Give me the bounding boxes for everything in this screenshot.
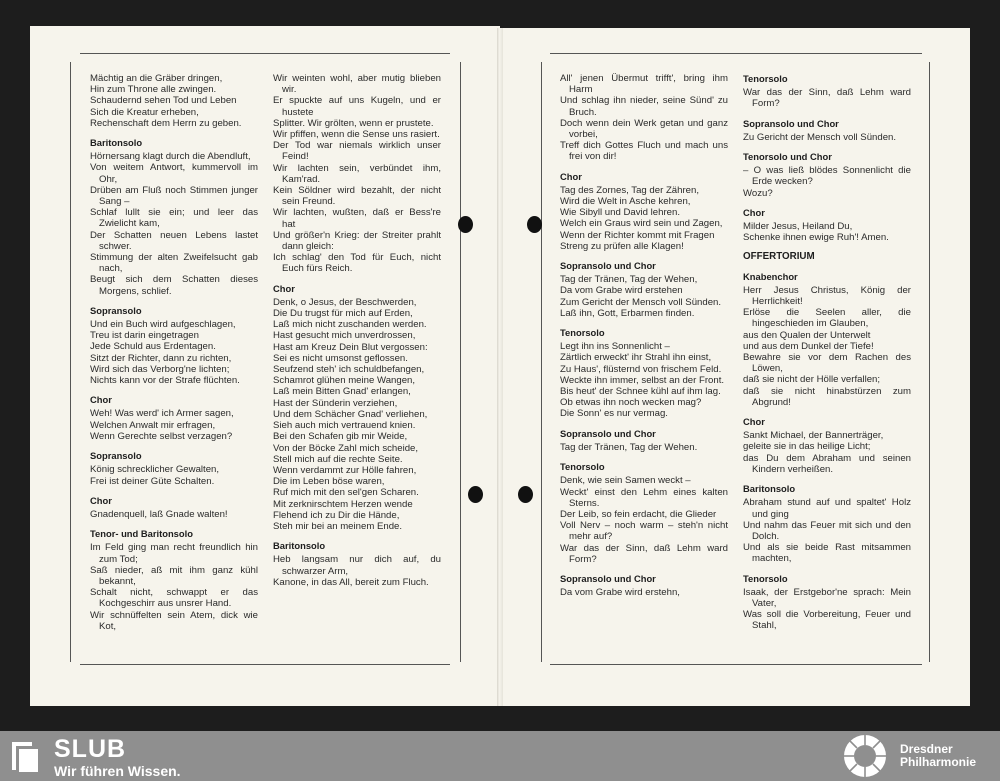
verse-line: Bis heut' der Schnee kühl auf ihm lag. xyxy=(560,386,721,398)
section-heading: Sopransolo und Chor xyxy=(743,117,839,129)
verse-line: Nichts kann vor der Strafe flüchten. xyxy=(90,375,240,387)
verse-line: Steh mir bei an meinem Ende. xyxy=(273,520,403,532)
text-section xyxy=(743,416,911,475)
right-top-rule xyxy=(550,53,922,54)
right-bottom-rule xyxy=(550,664,922,665)
left-outer-rule xyxy=(70,62,71,662)
verse-line: Wird die Welt in Asche kehren, xyxy=(560,196,691,208)
verse-line: Heb langsam nur dich auf, du schwarzer Arm, xyxy=(273,554,441,577)
text-section xyxy=(743,483,911,564)
verse-line: Bei den Schafen gib mir Weide, xyxy=(273,431,408,443)
verse-line: Sich die Kreatur erheben, xyxy=(90,106,199,118)
text-section xyxy=(90,528,258,632)
text-column-4 xyxy=(743,73,911,640)
verse-line: Sankt Michael, der Bannerträger, xyxy=(743,430,884,442)
section-heading: Knabenchor xyxy=(743,270,798,282)
verse-line: Kein Söldner wird bezahlt, der nicht sein Freund. xyxy=(273,185,441,208)
verse-line: Wird sich das Verborg'ne lichten; xyxy=(90,363,230,375)
verse-line: Wenn Gerechte selbst verzagen? xyxy=(90,430,233,442)
text-section xyxy=(743,118,911,143)
verse-line: Und dem Schächer Gnad' verliehen, xyxy=(273,408,428,420)
section-heading: Sopransolo xyxy=(90,304,142,316)
verse-line: Splitter. Wir grölten, wenn er prustete. xyxy=(273,117,434,129)
verse-line: Hast gesucht mich unverdrossen, xyxy=(273,330,416,342)
text-section xyxy=(90,305,258,386)
verse-line: Laß ihn, Gott, Erbarmen finden. xyxy=(560,307,695,319)
verse-line: Saß nieder, aß mit ihm ganz kühl bekannt, xyxy=(90,564,258,587)
section-heading: Sopransolo und Chor xyxy=(560,427,656,439)
text-section xyxy=(273,283,441,532)
right-inner-rule xyxy=(541,62,542,662)
text-section xyxy=(560,73,728,163)
text-section xyxy=(743,573,911,632)
section-heading: Baritonsolo xyxy=(273,540,326,552)
verse-line: Ob etwas ihn noch wecken mag? xyxy=(560,397,702,409)
verse-line: Da vom Grabe wird erstehen xyxy=(560,285,683,297)
section-heading: OFFERTORIUM xyxy=(743,251,815,263)
text-section xyxy=(90,394,258,442)
verse-line: All' jenen Übermut trifft', bring ihm Harm xyxy=(560,73,728,96)
section-heading: Sopransolo und Chor xyxy=(560,572,656,584)
verse-line: Hast der Sünderin verziehen, xyxy=(273,397,398,409)
verse-line: Denk, wie sein Samen weckt – xyxy=(560,475,691,487)
verse-line: Wozu? xyxy=(743,187,773,199)
verse-line: aus den Qualen der Unterwelt xyxy=(743,329,871,341)
section-heading: Baritonsolo xyxy=(743,483,796,495)
verse-line: Milder Jesus, Heiland Du, xyxy=(743,221,853,233)
verse-line: Tag des Zornes, Tag der Zähren, xyxy=(560,184,700,196)
section-heading: Baritonsolo xyxy=(90,137,143,149)
verse-line: Welchen Anwalt mir erfragen, xyxy=(90,419,216,431)
punch-hole xyxy=(458,216,473,233)
verse-line: Rechenschaft dem Herrn zu geben. xyxy=(90,117,242,129)
verse-line: Drüben am Fluß noch Stimmen junger Sang – xyxy=(90,184,258,208)
section-heading: Tenor- und Baritonsolo xyxy=(90,528,193,540)
verse-line: Schaudernd sehen Tod und Leben xyxy=(90,95,237,107)
text-section xyxy=(560,171,728,252)
section-heading: Tenorsolo xyxy=(743,572,788,584)
right-outer-rule xyxy=(929,62,930,662)
text-section xyxy=(90,137,258,297)
verse-line: Legt ihn ins Sonnenlicht – xyxy=(560,341,670,353)
section-heading: Tenorsolo xyxy=(560,461,605,473)
punch-hole xyxy=(468,486,483,503)
verse-line: Sei es nicht umsonst geflossen. xyxy=(273,352,408,364)
text-section xyxy=(743,151,911,199)
section-heading: Tenorsolo und Chor xyxy=(743,151,832,163)
section-heading: Chor xyxy=(560,170,582,182)
text-section xyxy=(560,573,728,598)
verse-line: – O was ließ blödes Sonnenlicht die Erde wecken? xyxy=(743,165,911,188)
text-section xyxy=(743,207,911,244)
verse-line: daß sie nicht der Hölle verfallen; xyxy=(743,374,881,386)
verse-line: Laß mich nicht zuschanden werden. xyxy=(273,319,427,331)
verse-line: Von weitem Antwort, kummervoll im Ohr, xyxy=(90,162,258,185)
text-column-3 xyxy=(560,73,728,606)
left-bottom-rule xyxy=(80,664,450,665)
verse-line: Wenn verdammt zur Hölle fahren, xyxy=(273,464,417,476)
verse-line: geleite sie in das heilige Licht; xyxy=(743,441,871,453)
partner-line-1: Dresdner xyxy=(900,742,953,756)
verse-line: Jede Schuld aus Erdentagen. xyxy=(90,341,216,353)
verse-line: Er spuckte auf uns Kugeln, und er hustete xyxy=(273,95,441,118)
punch-hole xyxy=(518,486,533,503)
verse-line: Isaak, der Erstgebor'ne sprach: Mein Vater, xyxy=(743,586,911,609)
verse-line: Stimmung der alten Zweifelsucht gab nach, xyxy=(90,252,258,275)
verse-line: Der Schatten neuen Lebens lastet schwer. xyxy=(90,229,258,252)
slub-logo-icon xyxy=(10,738,42,774)
partner-name xyxy=(900,743,976,769)
verse-line: Was soll die Vorbereitung, Feuer und Stahl, xyxy=(743,609,911,632)
verse-line: Laß mein Bitten Gnad' erlangen, xyxy=(273,386,411,398)
verse-line: Mit zerknirschtem Herzen wende xyxy=(273,498,413,510)
verse-line: Die Du trugst für mich auf Erden, xyxy=(273,308,413,320)
text-column-1 xyxy=(90,73,258,640)
text-section xyxy=(743,271,911,408)
verse-line: Wir lachten sein, verbündet ihm, Kam'rad. xyxy=(273,162,441,185)
verse-line: Schamrot glühen meine Wangen, xyxy=(273,375,416,387)
verse-line: Mächtig an die Gräber dringen, xyxy=(90,73,223,84)
verse-line: Der Leib, so fein erdacht, die Glieder xyxy=(560,508,717,520)
verse-line: Erlöse die Seelen aller, die hingeschieden im Glauben, xyxy=(743,307,911,330)
left-inner-rule xyxy=(460,62,461,662)
page-fold xyxy=(497,28,503,706)
slub-brand: SLUB xyxy=(54,735,127,763)
verse-line: Schlaf lullt sie ein; und leer das Zwielicht kam, xyxy=(90,207,258,230)
left-top-rule xyxy=(80,53,450,54)
verse-line: Sieh auch mich vertrauend knien. xyxy=(273,420,416,432)
text-section xyxy=(560,461,728,565)
verse-line: Und nahm das Feuer mit sich und den Dolch. xyxy=(743,519,911,542)
text-section xyxy=(90,495,258,520)
verse-line: Die im Leben böse waren, xyxy=(273,476,385,488)
verse-line: Streng zu prüfen alle Klagen! xyxy=(560,240,684,252)
verse-line: Zum Gericht der Mensch voll Sünden. xyxy=(560,296,722,308)
verse-line: Wir weinten wohl, aber mutig blieben wir. xyxy=(273,73,441,96)
verse-line: das Du dem Abraham und seinen Kindern verheißen. xyxy=(743,452,911,475)
verse-line: Doch wenn dein Werk getan und ganz vorbei, xyxy=(560,117,728,141)
verse-line: Tag der Tränen, Tag der Wehen, xyxy=(560,274,698,286)
verse-line: Und schlag ihn nieder, seine Sünd' zu Bruch. xyxy=(560,95,728,118)
text-section xyxy=(273,540,441,588)
verse-line: Kanone, in das All, bereit zum Fluch. xyxy=(273,576,429,588)
verse-line: Ruf mich mit den sel'gen Scharen. xyxy=(273,487,419,499)
verse-line: Herr Jesus Christus, König der Herrlichkeit! xyxy=(743,284,911,308)
verse-line: Und größer'n Krieg: der Streiter prahlt dann gleich: xyxy=(273,229,441,253)
section-heading: Chor xyxy=(743,416,765,428)
text-section xyxy=(743,73,911,110)
text-section xyxy=(743,251,911,262)
verse-line: Weh! Was werd' ich Armer sagen, xyxy=(90,408,234,420)
verse-line: Wir lachten, wußten, daß er Bess're hat xyxy=(273,207,441,230)
verse-line: Abraham stund auf und spaltet' Holz und ging xyxy=(743,497,911,520)
verse-line: König schrecklicher Gewalten, xyxy=(90,464,220,476)
verse-line: Hörnersang klagt durch die Abendluft, xyxy=(90,151,251,163)
section-heading: Tenorsolo xyxy=(560,327,605,339)
verse-line: Treu ist darin eingetragen xyxy=(90,330,199,342)
section-heading: Sopransolo xyxy=(90,450,142,462)
verse-line: Hast am Kreuz Dein Blut vergossen: xyxy=(273,341,428,353)
verse-line: Wir pfiffen, wenn die Sense uns rasiert. xyxy=(273,129,440,141)
text-section xyxy=(560,327,728,420)
section-heading: Chor xyxy=(273,282,295,294)
verse-line: Schalt nicht, schwappt er das Kochgeschirr aus unsrer Hand. xyxy=(90,587,258,610)
verse-line: Und ein Buch wird aufgeschlagen, xyxy=(90,319,236,331)
verse-line: War das der Sinn, daß Lehm ward Form? xyxy=(743,87,911,110)
partner-line-2: Philharmonie xyxy=(900,755,977,769)
text-section xyxy=(560,260,728,319)
verse-line: Weckte ihn immer, selbst an der Front. xyxy=(560,374,725,386)
verse-line: Treff dich Gottes Fluch und mach uns frei von dir! xyxy=(560,140,728,163)
verse-line: Zu Haus', flüsternd von frischem Feld. xyxy=(560,363,722,375)
section-heading: Chor xyxy=(90,394,112,406)
slub-tagline: Wir führen Wissen. xyxy=(54,763,181,779)
verse-line: Zärtlich erweckt' ihr Strahl ihn einst, xyxy=(560,352,712,364)
verse-line: Weckt' einst den Lehm eines kalten Sterns. xyxy=(560,486,728,509)
text-section xyxy=(90,73,258,129)
verse-line: Welch ein Graus wird sein und Zagen, xyxy=(560,218,723,230)
verse-line: War das der Sinn, daß Lehm ward Form? xyxy=(560,542,728,565)
verse-line: Hin zum Throne alle zwingen. xyxy=(90,84,217,96)
verse-line: Ich schlag' den Tod für Euch, nicht Euch fürs Reich. xyxy=(273,252,441,275)
verse-line: Seufzend steh' ich schuldbefangen, xyxy=(273,364,425,376)
verse-line: Wenn der Richter kommt mit Fragen xyxy=(560,229,715,241)
verse-line: Frei ist deiner Güte Schalten. xyxy=(90,475,215,487)
verse-line: Flehend ich zu Dir die Hände, xyxy=(273,509,400,521)
verse-line: Sitzt der Richter, dann zu richten, xyxy=(90,352,232,364)
punch-hole xyxy=(527,216,542,233)
verse-line: Zu Gericht der Mensch voll Sünden. xyxy=(743,131,897,143)
verse-line: Die Sonn' es nur vermag. xyxy=(560,408,668,420)
verse-line: Im Feld ging man recht freundlich hin zum Tod; xyxy=(90,542,258,565)
section-heading: Sopransolo und Chor xyxy=(560,260,656,272)
verse-line: Schenke ihnen ewige Ruh'! Amen. xyxy=(743,232,889,244)
verse-line: und aus dem Dunkel der Tiefe! xyxy=(743,340,874,352)
verse-line: Tag der Tränen, Tag der Wehen. xyxy=(560,441,698,453)
verse-line: Von der Böcke Zahl mich scheide, xyxy=(273,442,419,454)
verse-line: Stell mich auf die rechte Seite. xyxy=(273,453,403,465)
verse-line: Wie Sibyll und David lehren. xyxy=(560,207,680,219)
verse-line: Gnadenquell, laß Gnade walten! xyxy=(90,508,228,520)
verse-line: Wir schnüffelten sein Atem, dick wie Kot, xyxy=(90,609,258,632)
verse-line: Denk, o Jesus, der Beschwerden, xyxy=(273,296,417,308)
text-column-2 xyxy=(273,73,441,596)
verse-line: Bewahre sie vor dem Rachen des Löwen, xyxy=(743,352,911,375)
verse-line: daß sie nicht hinabstürzen zum Abgrund! xyxy=(743,385,911,408)
verse-line: Da vom Grabe wird erstehn, xyxy=(560,587,680,599)
text-section xyxy=(90,450,258,487)
section-heading: Chor xyxy=(743,206,765,218)
verse-line: Und als sie beide Rast mitsammen machten, xyxy=(743,542,911,565)
text-section xyxy=(273,73,441,275)
verse-line: Voll Nerv – noch warm – steh'n nicht mehr auf? xyxy=(560,520,728,543)
dresdner-philharmonie-logo xyxy=(842,733,888,779)
verse-line: Der Tod war niemals wirklich unser Feind! xyxy=(273,140,441,163)
text-section xyxy=(560,428,728,453)
section-heading: Tenorsolo xyxy=(743,73,788,84)
section-heading: Chor xyxy=(90,494,112,506)
verse-line: Beugt sich dem Schatten dieses Morgens, schlief. xyxy=(90,274,258,297)
